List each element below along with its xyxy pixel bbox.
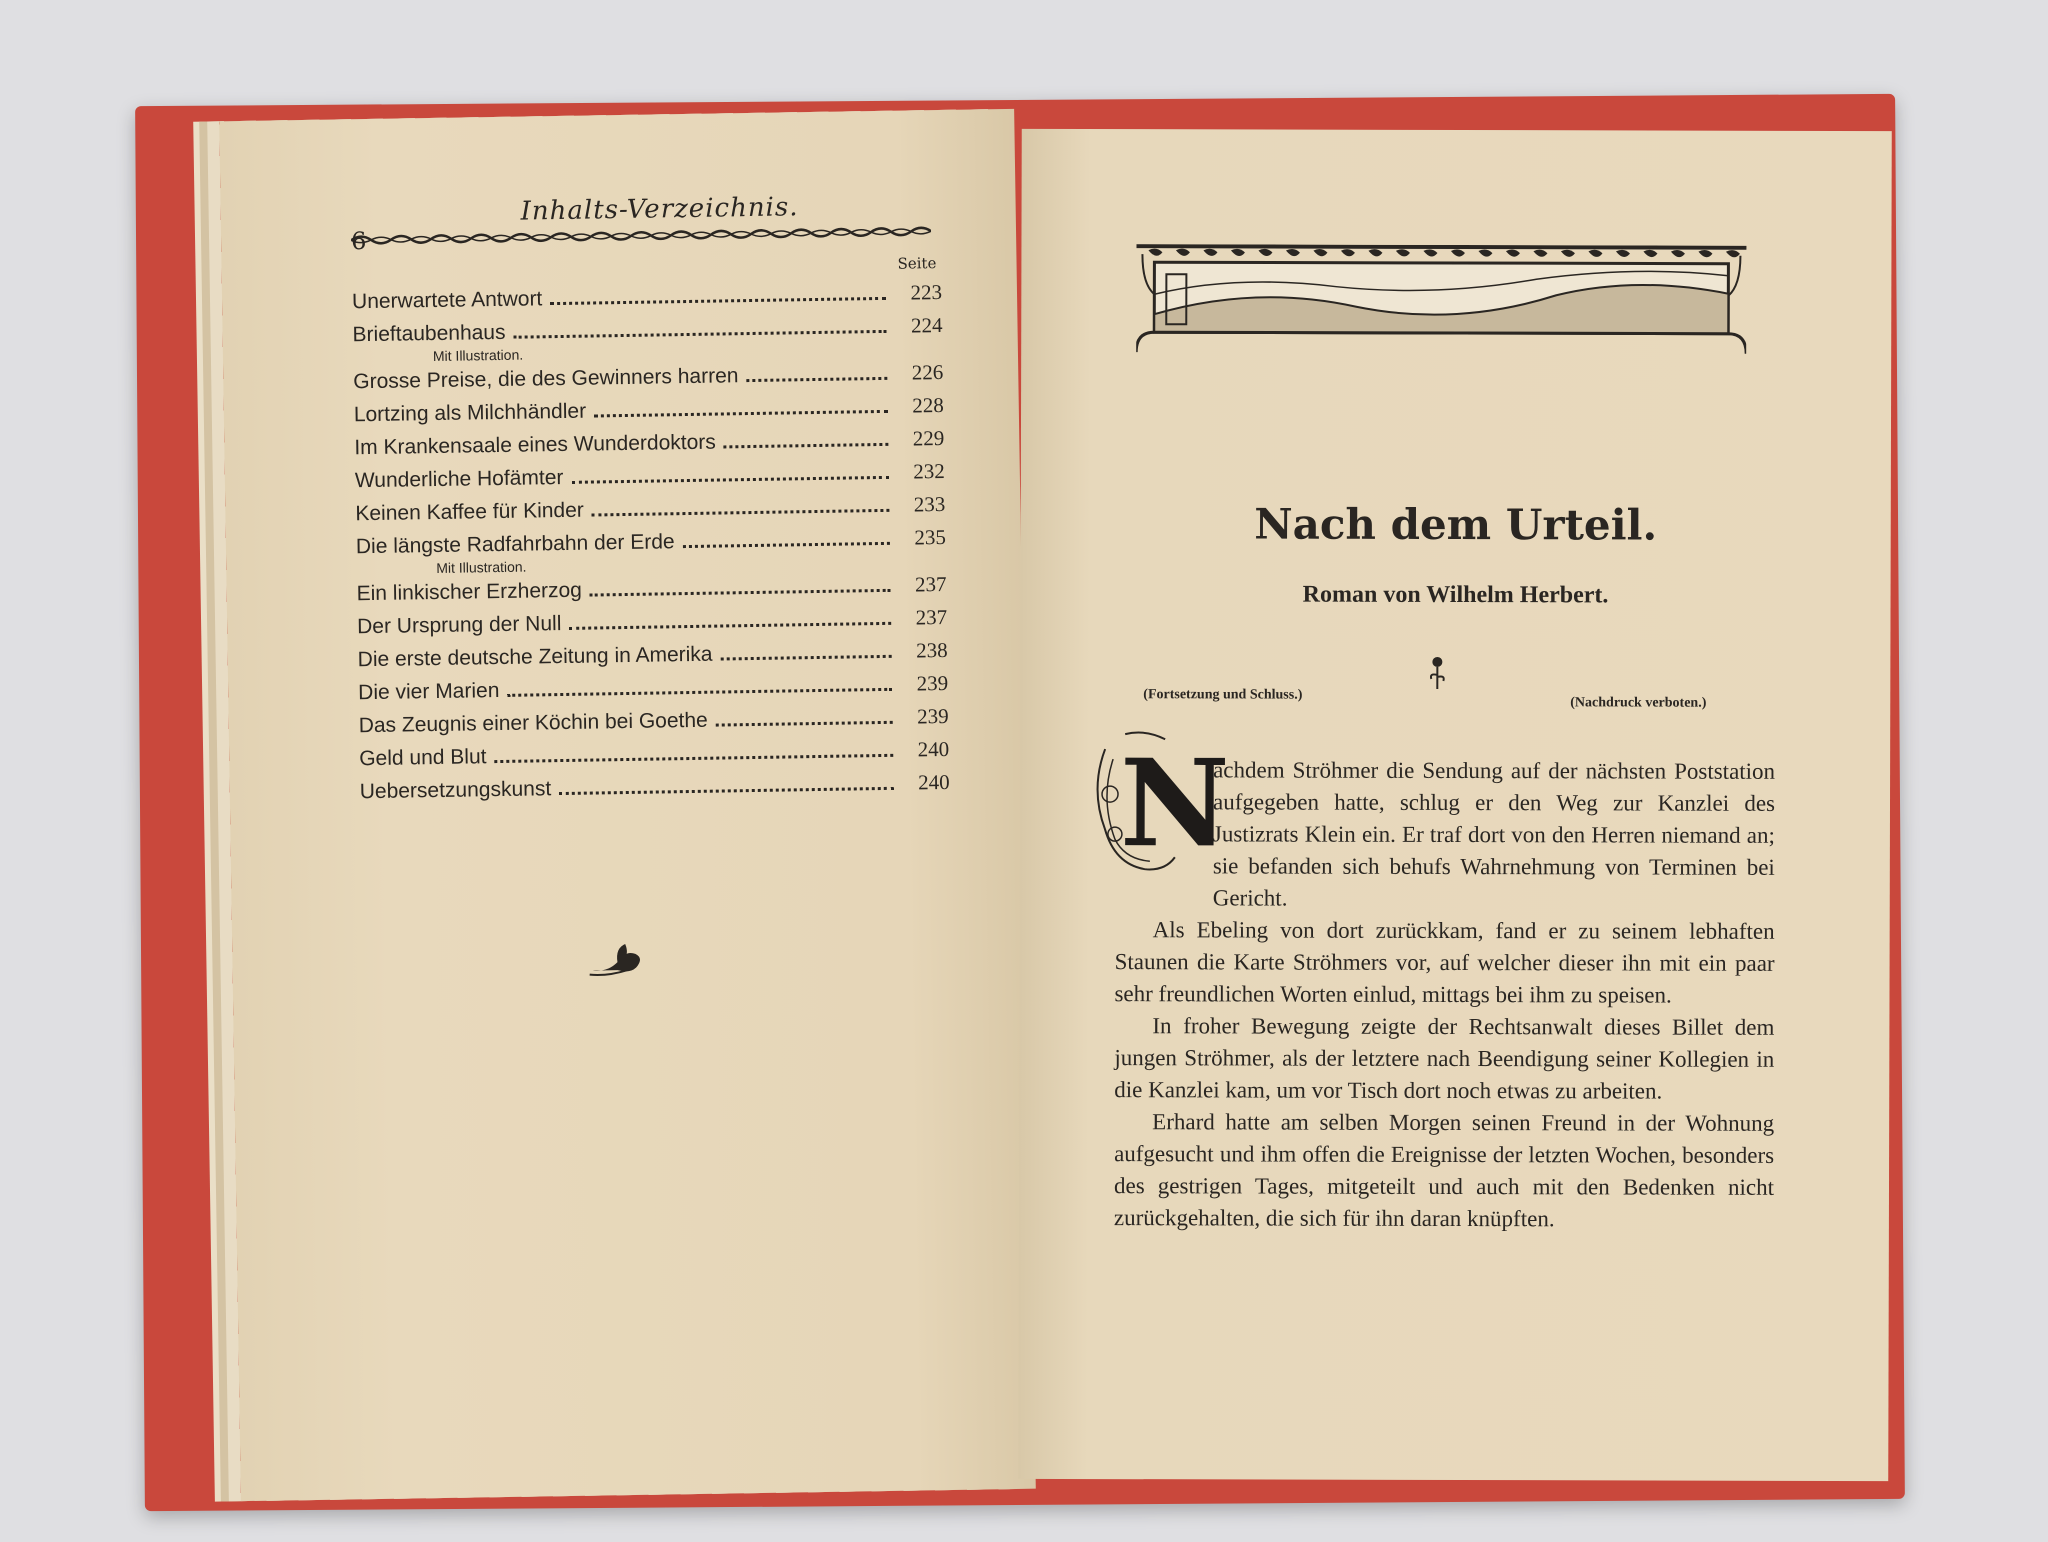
leaf-icon — [1588, 250, 1602, 257]
small-flower-icon — [1427, 655, 1447, 691]
flower-ornament-icon — [587, 940, 648, 981]
column-label-seite: Seite — [897, 254, 937, 273]
body-text — [1114, 754, 1775, 1236]
toc-entry-page: 240 — [917, 736, 950, 762]
toc-entry-title: Geld und Blut — [359, 745, 487, 771]
toc-entry-page: 235 — [914, 524, 947, 550]
leaf-icon — [1231, 249, 1245, 256]
leaf-icon — [1423, 249, 1437, 256]
toc-entry-page: 226 — [911, 359, 944, 385]
chapter-title: Nach dem Urteil. — [1254, 499, 1658, 550]
paragraph: Erhard hatte am selben Morgen seinen Freund in der Wohnung aufgesucht und ihm offen die Ereignisse der letzten Wochen, besonders des gestrigen Tages, mitgeteilt und auch mit den Bedenken nicht zurückgehalten, die sich für ihn daran knüpften. — [1113, 1109, 1775, 1232]
toc-heading: Inhalts-Verzeichnis. — [520, 192, 799, 227]
leaf-icon — [1313, 249, 1327, 256]
leaf-icon — [1726, 250, 1740, 257]
leaf-icon — [1451, 249, 1465, 256]
toc-entry-page: 237 — [914, 571, 947, 597]
page-number: 6 — [350, 227, 367, 256]
toc-entry-page: 233 — [913, 491, 946, 517]
leaf-icon — [1148, 249, 1162, 256]
dot-leader — [514, 330, 887, 339]
left-page — [219, 109, 1036, 1501]
paragraph: Als Ebeling von dort zurückkam, fand er zu seinem lebhaften Staunen die Karte Ströhmers vor, auf welcher dieser ihn mit ein paar sehr freundlichen Worten einlud, mittags bei ihm zu speisen. — [1114, 917, 1775, 1008]
leaf-icon — [1396, 249, 1410, 256]
toc-entry-title: Brieftaubenhaus — [352, 320, 506, 347]
toc-entry-title: Grosse Preise, die des Gewinners harren — [353, 364, 739, 394]
toc-entry-title: Lortzing als Milchhändler — [353, 399, 587, 427]
leaf-icon — [1286, 249, 1300, 256]
toc-entry-page: 224 — [910, 312, 943, 338]
dot-leader — [594, 410, 888, 418]
dot-leader — [721, 655, 892, 661]
leaf-icon — [1506, 250, 1520, 257]
leaf-icon — [1258, 249, 1272, 256]
right-page — [1018, 129, 1892, 1481]
dot-leader — [747, 377, 888, 382]
leaf-icon — [1176, 249, 1190, 256]
dot-leader — [724, 443, 889, 449]
toc-entry-page: 232 — [913, 458, 945, 484]
author-byline: Roman von Wilhelm Herbert. — [1302, 581, 1609, 609]
paragraph: In froher Bewegung zeigte der Rechtsanwalt dieses Billet dem jungen Ströhmer, als der letztere nach Beendigung seiner Kollegien in die Kanzlei kam, um vor Tisch dort noch etwas zu arbeiten. — [1114, 1013, 1775, 1104]
toc-entry-page: 240 — [917, 769, 950, 795]
drop-cap-letter: N — [1119, 733, 1230, 875]
toc-entry-title: Im Krankensaale eines Wunderdoktors — [354, 430, 716, 460]
toc-entry-page: 238 — [915, 637, 948, 663]
dot-leader — [495, 754, 894, 763]
leaf-icon — [1203, 249, 1217, 256]
toc-entry-title: Das Zeugnis einer Köchin bei Goethe — [358, 708, 708, 738]
toc-entry-title: Wunderliche Hofämter — [354, 465, 564, 493]
toc-entry-title: Unerwartete Antwort — [351, 287, 543, 314]
leaf-icon — [1561, 250, 1575, 257]
toc-entry-title: Die längste Radfahrbahn der Erde — [355, 530, 675, 559]
toc-entry-title: Keinen Kaffee für Kinder — [355, 498, 584, 526]
dot-leader — [592, 509, 890, 517]
dot-leader — [559, 787, 894, 795]
dot-leader — [683, 542, 890, 548]
dot-leader — [507, 688, 892, 697]
copyright-note: (Nachdruck verboten.) — [1570, 695, 1707, 711]
leaf-icon — [1616, 250, 1630, 257]
toc-entry-note: Mit Illustration. — [432, 346, 524, 364]
landscape-headpiece-icon — [1136, 244, 1746, 356]
toc-entry-page: 239 — [916, 703, 949, 729]
leaf-icon — [1698, 250, 1712, 257]
toc-entry-title: Der Ursprung der Null — [356, 612, 562, 639]
dot-leader — [590, 589, 891, 597]
leaf-icon — [1671, 250, 1685, 257]
leaf-icon — [1341, 249, 1355, 256]
continuation-note: (Fortsetzung und Schluss.) — [1143, 687, 1303, 703]
leaf-icon — [1368, 249, 1382, 256]
toc-entry-page: 223 — [910, 279, 943, 305]
table-of-contents — [352, 280, 950, 812]
leaf-icon — [1478, 249, 1492, 256]
dot-leader — [569, 622, 891, 630]
dot-leader — [550, 297, 886, 305]
paragraph: achdem Ströhmer die Sendung auf der nächsten Poststation aufgegeben hatte, schlug er den Weg zur Kanzlei des Justizrats Klein ein. Er traf dort von den Herren niemand an; sie befanden sich behufs Wahrnehmung von Terminen bei Gericht. — [1212, 757, 1776, 911]
toc-entry-page: 239 — [916, 670, 949, 696]
toc-entry-title: Ein linkischer Erzherzog — [356, 578, 583, 606]
toc-entry-page: 237 — [915, 604, 948, 630]
toc-entry-page: 228 — [912, 392, 944, 418]
leaf-icon — [1643, 250, 1657, 257]
toc-entry-page: 229 — [912, 425, 945, 451]
leaf-icon — [1533, 250, 1547, 257]
toc-entry-title: Uebersetzungskunst — [359, 777, 552, 804]
toc-entry-title: Die erste deutsche Zeitung in Amerika — [357, 642, 713, 672]
dot-leader — [571, 476, 888, 484]
dot-leader — [716, 721, 893, 727]
ornament-rule-icon — [351, 222, 931, 245]
toc-entry-note: Mit Illustration. — [436, 558, 527, 576]
toc-entry-title: Die vier Marien — [358, 678, 500, 705]
